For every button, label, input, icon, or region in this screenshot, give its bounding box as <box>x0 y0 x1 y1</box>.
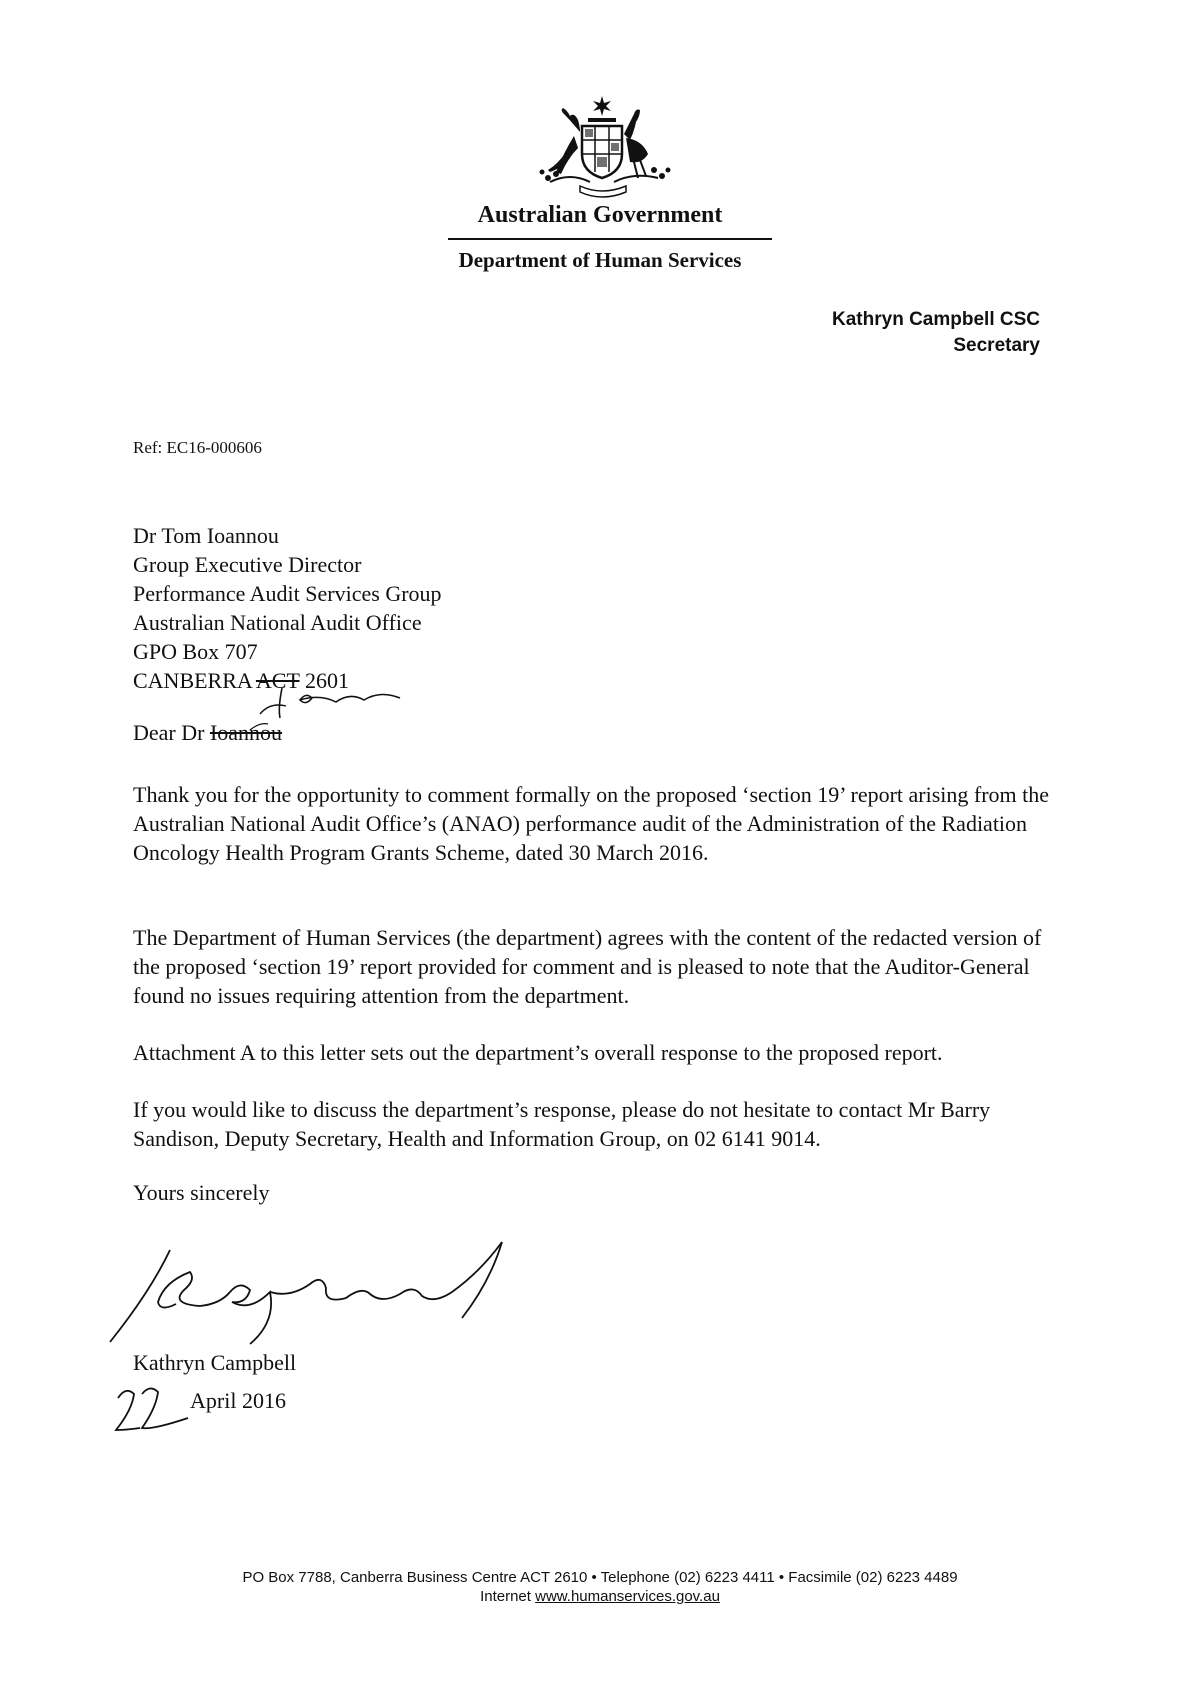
closing: Yours sincerely <box>133 1180 270 1205</box>
sender-title: Secretary <box>953 335 1040 356</box>
department-name: Department of Human Services <box>458 248 742 272</box>
body-paragraph-4: If you would like to discuss the department’s response, please do not hesitate to contact Mr Barry Sandison, Deputy Secretary, Health and Information Group, on 02 6141 9014. <box>133 1097 991 1151</box>
footer-address: PO Box 7788, Canberra Business Centre ACT 2610 • Telephone (02) 6223 4411 • Facsimile (02) 6223 4489 <box>242 1569 958 1586</box>
salutation-greeting: Dear Dr <box>133 720 205 745</box>
recipient-position: Group Executive Director <box>133 552 362 577</box>
letterhead-divider <box>448 238 772 240</box>
date-line <box>112 1380 412 1460</box>
reference-number: Ref: EC16-000606 <box>133 438 262 457</box>
body-paragraph-3: Attachment A to this letter sets out the department’s overall response to the proposed report. <box>133 1040 943 1065</box>
date-month-year: April 2016 <box>190 1388 286 1413</box>
body-paragraph-2: The Department of Human Services (the department) agrees with the content of the redacted version of the proposed ‘section 19’ report provided for comment and is pleased to note that the Auditor-General found no issues requiring attention from the department. <box>133 925 1042 1008</box>
recipient-city: CANBERRA <box>133 668 252 693</box>
sender-name: Kathryn Campbell CSC <box>832 309 1040 330</box>
handwritten-signature <box>100 1232 540 1347</box>
recipient-group: Performance Audit Services Group <box>133 581 442 606</box>
recipient-po-box: GPO Box 707 <box>133 639 258 664</box>
recipient-address <box>133 521 442 695</box>
footer-website-link[interactable]: www.humanservices.gov.au <box>535 1588 720 1605</box>
sender-block <box>832 307 1040 359</box>
coat-of-arms-emblem <box>530 92 675 200</box>
recipient-postcode: 2601 <box>305 668 349 693</box>
organization-name: Australian Government <box>477 202 723 228</box>
recipient-state: ACT <box>255 668 300 693</box>
salutation <box>133 720 282 746</box>
signatory-name: Kathryn Campbell <box>133 1350 297 1375</box>
recipient-office: Australian National Audit Office <box>133 610 422 635</box>
salutation-name: Ioannou <box>209 720 283 745</box>
body-paragraph-1: Thank you for the opportunity to comment formally on the proposed ‘section 19’ report arising from the Australian National Audit Office’s (ANAO) performance audit of the Administration of the Radiation Oncology Health Program Grants Scheme, dated 30 March 2016. <box>133 782 1050 865</box>
footer-internet-line <box>0 1587 1200 1606</box>
footer-internet-label: Internet <box>480 1588 531 1605</box>
recipient-name: Dr Tom Ioannou <box>133 523 279 548</box>
footer <box>0 1568 1200 1606</box>
handwritten-day <box>112 1380 192 1460</box>
